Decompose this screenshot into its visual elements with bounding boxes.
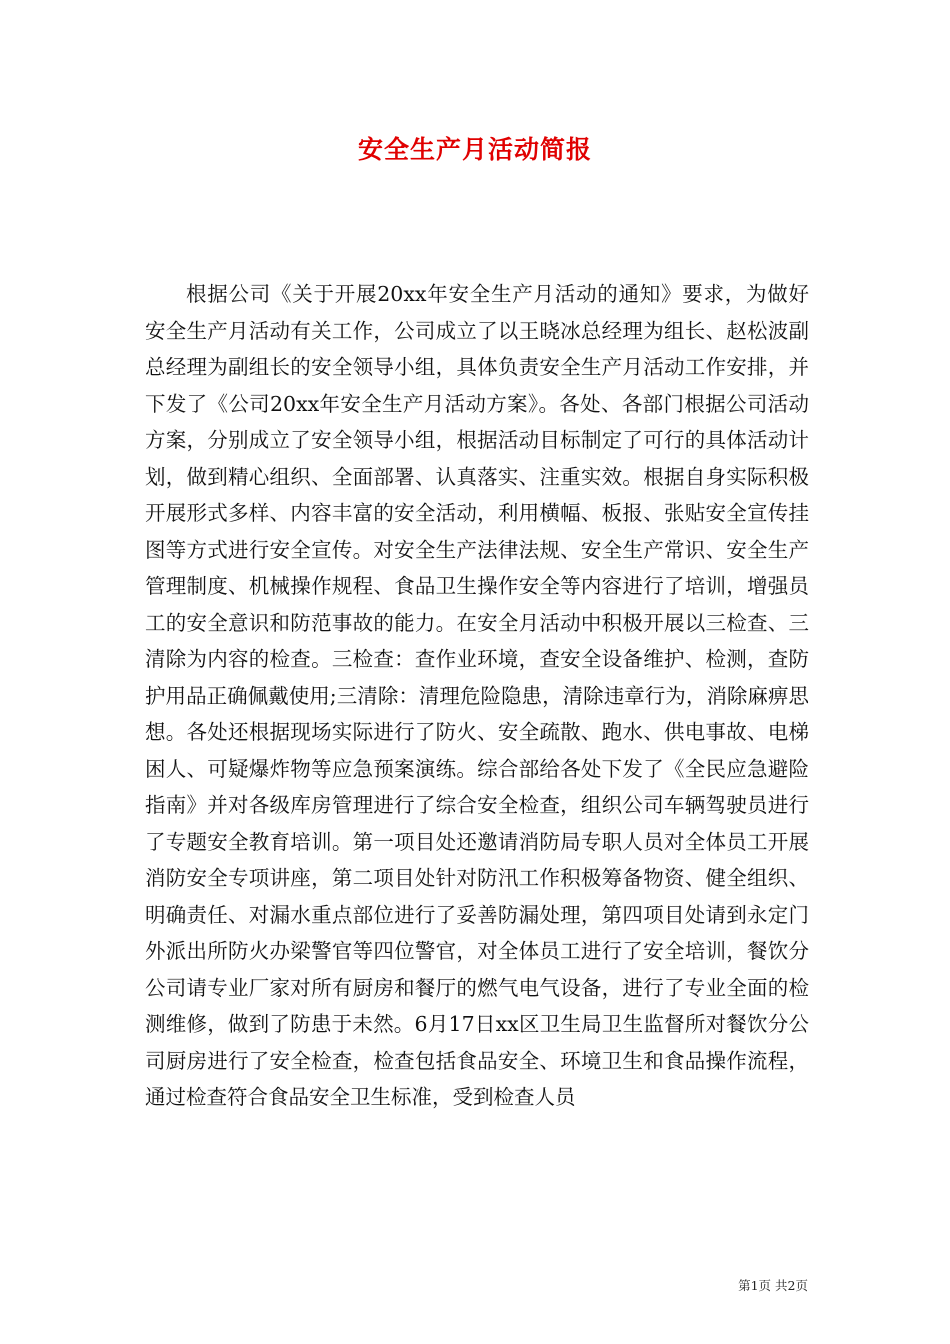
document-title: 安全生产月活动简报 — [357, 135, 592, 164]
body-paragraph: 根据公司《关于开展20xx年安全生产月活动的通知》要求，为做好安全生产月活动有关工作，公司成立了以王晓冰总经理为组长、赵松波副总经理为副组长的安全领导小组，具体负责安全生产月活动工作安排，并下发了《公司20xx年安全生产月活动方案》。各处、各部门根据公司活动方案，分别成立了安全领导小组，根据活动目标制定了可行的具体活动计划，做到精心组织、全面部署、认真落实、注重实效。根据自身实际积极开展形式多样、内容丰富的安全活动，利用横幅、板报、张贴安全宣传挂图等方式进行安全宣传。对安全生产法律法规、安全生产常识、安全生产管理制度、机械操作规程、食品卫生操作安全等内容进行了培训，增强员工的安全意识和防范事故的能力。在安全月活动中积极开展以三检查、三清除为内容的检查。三检查：查作业环境，查安全设备维护、检测，查防护用品正确佩戴使用;三清除：清理危险隐患，清除违章行为，消除麻痹思想。各处还根据现场实际进行了防火、安全疏散、跑水、供电事故、电梯困人、可疑爆炸物等应急预案演练。综合部给各处下发了《全民应急避险指南》并对各级库房管理进行了综合安全检查，组织公司车辆驾驶员进行了专题安全教育培训。第一项目处还邀请消防局专职人员对全体员工开展消防安全专项讲座，第二项目处针对防汛工作积极筹备物资、健全组织、明确责任、对漏水重点部位进行了妥善防漏处理，第四项目处请到永定门外派出所防火办梁警官等四位警官，对全体员工进行了安全培训，餐饮分公司请专业厂家对所有厨房和餐厅的燃气电气设备，进行了专业全面的检测维修，做到了防患于未然。6月17日xx区卫生局卫生监督所对餐饮分公司厨房进行了安全检查，检查包括食品安全、环境卫生和食品操作流程，通过检查符合食品安全卫生标准，受到检查人员 — [145, 282, 809, 1109]
page-number-footer: 第1页 共2页 — [738, 1278, 808, 1293]
